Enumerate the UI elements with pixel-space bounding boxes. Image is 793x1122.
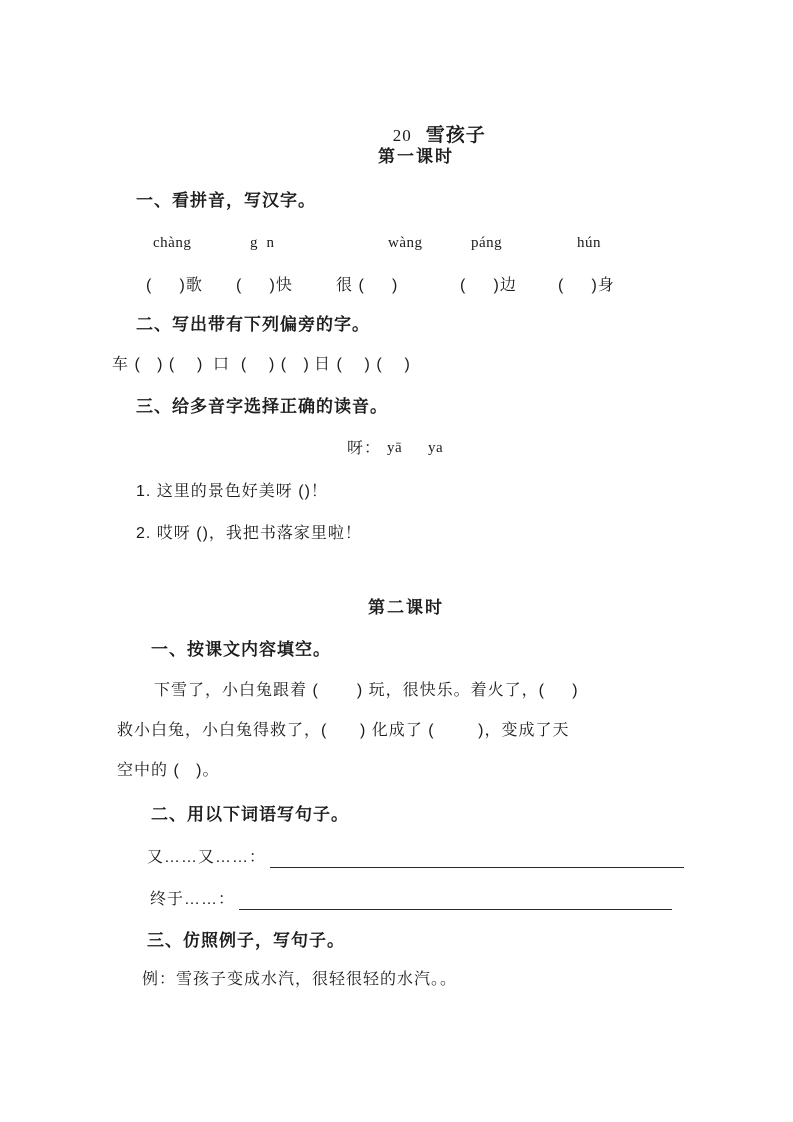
s1-q1-heading: 一、看拼音，写汉字。	[136, 191, 316, 210]
blank-kuai: ( )快	[236, 277, 293, 294]
s1-q1-answer-row	[0, 276, 793, 298]
pinyin-hun: hún	[577, 235, 601, 251]
session1-title: 第一课时	[378, 147, 454, 166]
blank-bian: ( )边	[460, 277, 517, 294]
radical-group-ri: 日 ( ) ( )	[314, 356, 411, 373]
prompt-you-you: 又……又……：	[147, 849, 267, 866]
pinyin-pang: páng	[471, 235, 503, 251]
s1-q3-polyphone-line	[0, 439, 793, 461]
polyphone-char: 呀：	[347, 440, 382, 457]
session2-title: 第二课时	[368, 598, 444, 617]
blank-shen: ( )身	[558, 277, 615, 294]
s1-q2-radicals-row	[0, 355, 793, 377]
blank-ge: ( )歌	[146, 277, 203, 294]
s1-q3-item-1: 1. 这里的景色好美呀 ()！	[136, 483, 328, 500]
s1-q3-heading: 三、给多音字选择正确的读音。	[136, 397, 388, 416]
s2-q1-line-3: 空中的 ( )。	[117, 762, 220, 779]
s1-q3-item-2: 2. 哎呀 ()，我把书落家里啦！	[136, 525, 362, 542]
lesson-number: 20	[392, 126, 412, 145]
s2-q2-prompt-row-2	[150, 889, 672, 910]
s2-q3-example: 例：雪孩子变成水汽，很轻很轻的水汽。。	[142, 971, 458, 988]
s2-q1-line-1: 下雪了，小白兔跟着 ( ) 玩，很快乐。着火了，( )	[154, 682, 579, 699]
lesson-title-text: 雪孩子	[425, 125, 486, 146]
reading-ya1: yā	[387, 440, 403, 456]
s2-q2-heading: 二、用以下词语写句子。	[151, 805, 349, 824]
pinyin-wang: wàng	[388, 235, 423, 251]
s2-q1-line-2: 救小白兔，小白兔得救了，( ) 化成了 ( )，变成了天	[117, 722, 570, 739]
s2-q2-prompt-row-1	[147, 847, 684, 868]
pinyin-chang: chàng	[153, 235, 192, 251]
s2-q1-heading: 一、按课文内容填空。	[151, 640, 331, 659]
s1-q1-pinyin-row	[0, 234, 793, 254]
reading-ya2: ya	[428, 440, 444, 456]
pinyin-gan: g n	[250, 235, 275, 251]
prompt-zhongyu: 终于……：	[150, 891, 236, 908]
s1-q2-heading: 二、写出带有下列偏旁的字。	[136, 315, 370, 334]
radical-group-che: 车 ( ) ( )	[112, 356, 204, 373]
radical-group-kou: 口 ( ) ( )	[213, 356, 310, 373]
answer-blank-line	[239, 906, 672, 910]
s2-q3-heading: 三、仿照例子，写句子。	[147, 931, 345, 950]
blank-hen: 很 ( )	[336, 277, 399, 294]
answer-blank-line	[270, 864, 684, 868]
